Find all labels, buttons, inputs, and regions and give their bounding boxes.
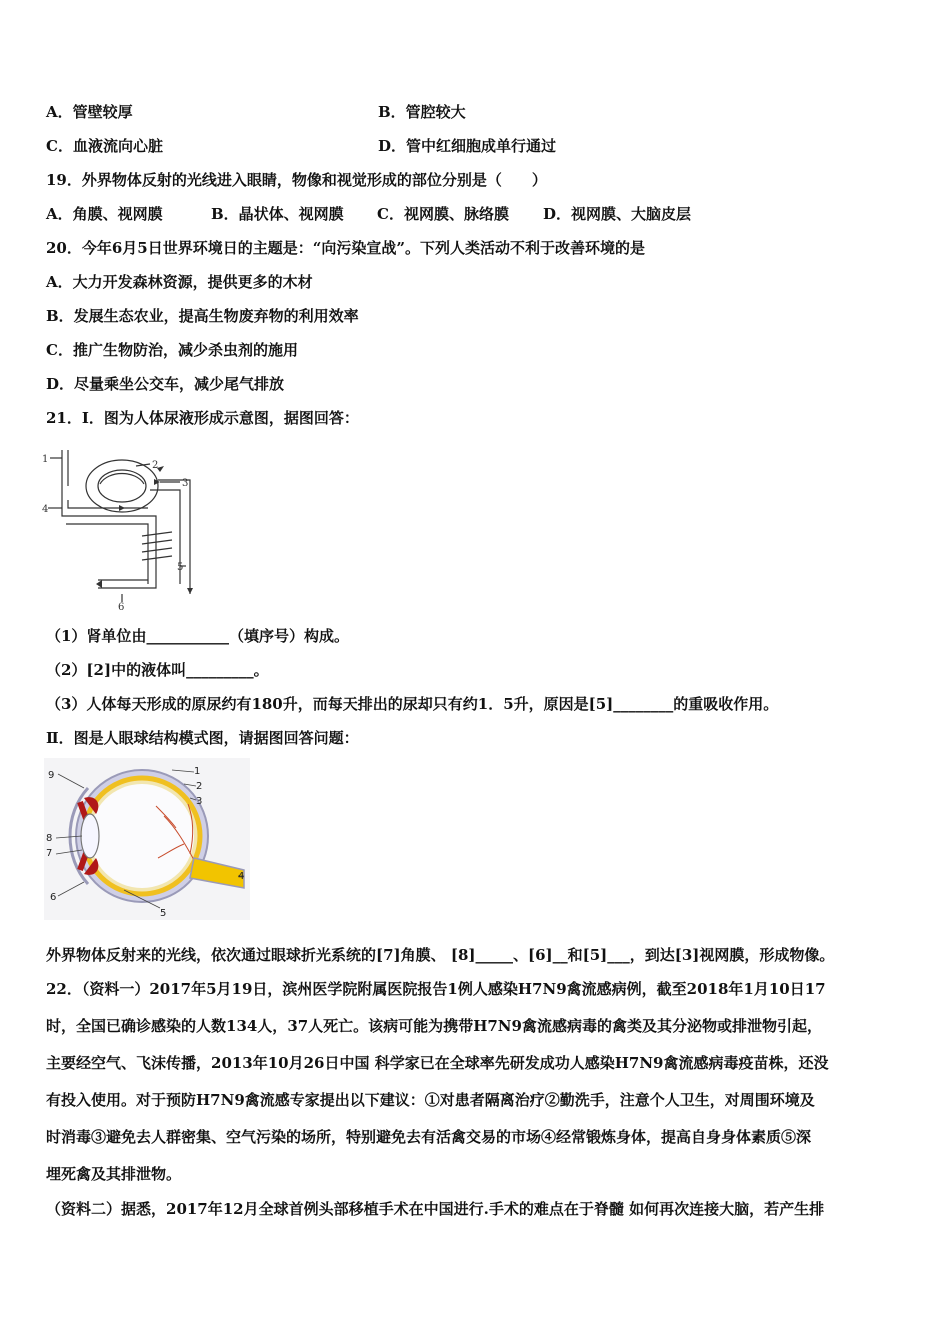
nephron-label-6: 6 [118,602,125,612]
q20-option-c: C．推广生物防治，减少杀虫剂的施用 [46,341,298,359]
q18-option-b: B．管腔较大 [378,103,466,121]
q19-option-a: A．角膜、视网膜 [46,205,163,223]
q22-line-4: 有投入使用。对于预防H7N9禽流感专家提出以下建议：①对患者隔离治疗②勤洗手，注意个人卫生，对周围环境及 [46,1091,815,1109]
eye-label-6: 6 [50,892,57,903]
q22-line-3: 主要经空气、飞沫传播，2013年10月26日中国 科学家已在全球率先研发成功人感染H7N9禽流感病毒疫苗株，还没 [46,1054,829,1072]
eye-label-8: 8 [46,833,53,844]
q21-part1-stem: 21．Ⅰ．图为人体尿液形成示意图，据图回答： [46,409,359,427]
nephron-label-2: 2 [152,460,159,471]
q20-option-d: D．尽量乘坐公交车，减少尾气排放 [46,375,285,393]
q21-part2-text: 外界物体反射来的光线，依次通过眼球折光系统的[7]角膜、 [8]_____、[6]__和[5]___，到达[3]视网膜，形成物像。 [46,946,835,964]
q19-option-c: C．视网膜、脉络膜 [377,205,509,223]
q22-line-5: 时消毒③避免去人群密集、空气污染的场所，特别避免去有活禽交易的市场④经常锻炼身体，提高自身身体素质⑤深 [46,1128,812,1146]
q21-sub2: （2）[2]中的液体叫_________。 [46,661,269,679]
eye-label-7: 7 [46,848,53,859]
eye-label-2: 2 [196,781,203,792]
q22-line-1: 22．（资料一）2017年5月19日，滨州医学院附属医院报告1例人感染H7N9禽流感病例，截至2018年1月10日17 [46,980,826,998]
q22-line-6: 埋死禽及其排泄物。 [46,1165,182,1183]
q19-option-b: B．晶状体、视网膜 [211,205,344,223]
nephron-label-4: 4 [42,504,49,515]
q20-option-a: A．大力开发森林资源，提供更多的木材 [46,273,313,291]
q19-option-d: D．视网膜、大脑皮层 [543,205,692,223]
eyeball-diagram [44,758,250,920]
nephron-diagram [40,444,200,612]
nephron-label-1: 1 [42,454,49,465]
nephron-label-5: 5 [177,562,184,573]
q22-line-7: （资料二）据悉，2017年12月全球首例头部移植手术在中国进行.手术的难点在于脊髓 如何再次连接大脑，若产生排 [46,1200,825,1218]
q20-stem: 20．今年6月5日世界环境日的主题是：“向污染宣战”。下列人类活动不利于改善环境的是 [46,239,646,257]
eye-label-9: 9 [48,770,55,781]
eye-label-1: 1 [194,766,201,777]
q20-option-b: B．发展生态农业，提高生物废弃物的利用效率 [46,307,359,325]
q21-sub3: （3）人体每天形成的原尿约有180升，而每天排出的尿却只有约1．5升，原因是[5]________的重吸收作用。 [46,695,779,713]
q22-line-2: 时，全国已确诊感染的人数134人，37人死亡。该病可能为携带H7N9禽流感病毒的禽类及其分泌物或排泄物引起， [46,1017,822,1035]
q18-option-a: A．管壁较厚 [46,103,133,121]
q19-stem: 19．外界物体反射的光线进入眼睛，物像和视觉形成的部位分别是（ ） [46,171,547,189]
q18-option-c: C．血液流向心脏 [46,137,163,155]
q21-part2-stem: Ⅱ．图是人眼球结构模式图，请据图回答问题： [46,729,359,747]
q18-option-d: D．管中红细胞成单行通过 [378,137,557,155]
q21-sub1: （1）肾单位由___________（填序号）构成。 [46,627,349,645]
eye-label-5: 5 [160,908,167,919]
eye-label-4: 4 [238,871,245,882]
nephron-label-3: 3 [182,478,189,489]
eye-label-3: 3 [196,796,203,807]
